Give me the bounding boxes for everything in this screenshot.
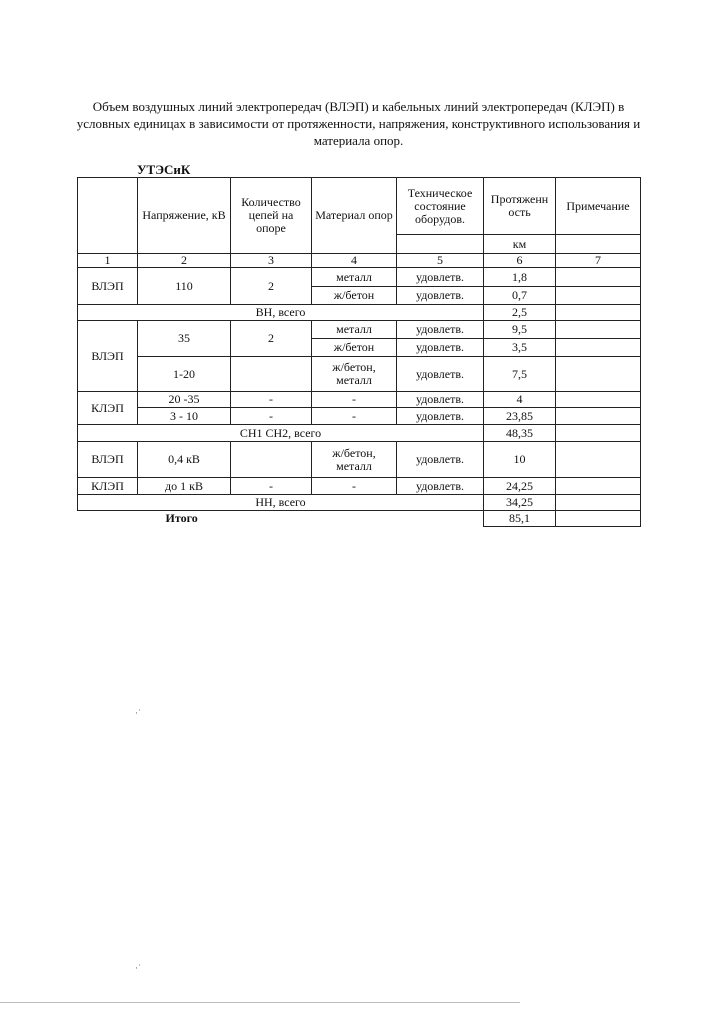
material-cell: - [312,478,397,495]
column-number: 2 [138,254,231,268]
note-cell [556,268,641,287]
header-condition: Техническое состояние оборудов. [397,178,484,235]
length-cell: 0,7 [484,287,556,305]
table-row [78,408,641,425]
material-cell: металл [312,321,397,339]
circuits-cell: - [231,408,312,425]
header-length-unit: км [484,235,556,254]
subtotal-label: ВН, всего [78,305,484,321]
note-cell [556,305,641,321]
voltage-cell: 0,4 кВ [138,442,231,478]
length-cell: 4 [484,392,556,408]
subtotal-row [78,425,641,442]
length-cell: 7,5 [484,357,556,392]
note-cell [556,442,641,478]
subtotal-value: 48,35 [484,425,556,442]
column-number: 4 [312,254,397,268]
header-length: Протяженн ость [484,178,556,235]
column-number: 1 [78,254,138,268]
condition-cell: удовлетв. [397,321,484,339]
line-type-cell: КЛЭП [78,478,138,495]
line-type-cell: ВЛЭП [78,442,138,478]
subtotal-label: НН, всего [78,495,484,511]
note-cell [556,511,641,527]
table-row [78,442,641,478]
note-cell [556,357,641,392]
condition-cell: удовлетв. [397,287,484,305]
condition-cell: удовлетв. [397,478,484,495]
table-row [78,357,641,392]
material-cell: ж/бетон [312,287,397,305]
subtotal-value: 34,25 [484,495,556,511]
length-cell: 9,5 [484,321,556,339]
circuits-cell: - [231,478,312,495]
voltage-cell: 110 [138,268,231,305]
subtotal-value: 2,5 [484,305,556,321]
note-cell [556,392,641,408]
line-type-cell: КЛЭП [78,392,138,425]
header-circuits: Количество цепей на опоре [231,178,312,254]
subtotal-label: СН1 СН2, всего [78,425,484,442]
line-type-cell: ВЛЭП [78,321,138,392]
length-cell: 1,8 [484,268,556,287]
header-row [78,178,641,235]
scan-edge-line [0,1002,520,1003]
circuits-cell: 2 [231,321,312,357]
column-number: 6 [484,254,556,268]
circuits-cell [231,357,312,392]
subtotal-row [78,495,641,511]
document-title: Объем воздушных линий электропередач (ВЛЭП) и кабельных линий электропередач (КЛЭП) в условных единицах в зависимости от протяженности, напряжения, конструктивного использования и материала опор. [76,99,641,148]
material-cell: ж/бетон, металл [312,357,397,392]
table-row [78,268,641,287]
subtotal-row [78,305,641,321]
table-row [78,478,641,495]
length-cell: 23,85 [484,408,556,425]
header-material: Материал опор [312,178,397,254]
grand-total-label: Итого [165,511,198,526]
lines-table [77,177,641,527]
length-cell: 3,5 [484,339,556,357]
condition-cell: удовлетв. [397,408,484,425]
length-cell: 10 [484,442,556,478]
material-cell: металл [312,268,397,287]
column-number: 7 [556,254,641,268]
organization-label: УТЭСиК [137,162,191,177]
scan-speck: ·˙ [135,963,141,973]
scan-speck: ·˙ [135,708,141,718]
column-number-row [78,254,641,268]
note-cell [556,287,641,305]
voltage-cell: до 1 кВ [138,478,231,495]
material-cell: - [312,408,397,425]
note-cell [556,495,641,511]
line-type-cell: ВЛЭП [78,268,138,305]
header-condition-unit [397,235,484,254]
condition-cell: удовлетв. [397,442,484,478]
note-cell [556,339,641,357]
grand-total-value: 85,1 [484,511,556,527]
condition-cell: удовлетв. [397,339,484,357]
column-number: 3 [231,254,312,268]
voltage-cell: 3 - 10 [138,408,231,425]
circuits-cell [231,442,312,478]
note-cell [556,478,641,495]
circuits-cell: 2 [231,268,312,305]
column-number: 5 [397,254,484,268]
material-cell: ж/бетон, металл [312,442,397,478]
header-voltage: Напряжение, кВ [138,178,231,254]
material-cell: - [312,392,397,408]
note-cell [556,408,641,425]
condition-cell: удовлетв. [397,357,484,392]
condition-cell: удовлетв. [397,268,484,287]
grand-total-row [78,511,641,527]
header-note: Примечание [556,178,641,235]
voltage-cell: 1-20 [138,357,231,392]
length-cell: 24,25 [484,478,556,495]
circuits-cell: - [231,392,312,408]
material-cell: ж/бетон [312,339,397,357]
header-note-unit [556,235,641,254]
voltage-cell: 20 -35 [138,392,231,408]
header-type-cell [78,178,138,254]
condition-cell: удовлетв. [397,392,484,408]
note-cell [556,321,641,339]
voltage-cell: 35 [138,321,231,357]
table-row [78,321,641,339]
table-row [78,392,641,408]
note-cell [556,425,641,442]
